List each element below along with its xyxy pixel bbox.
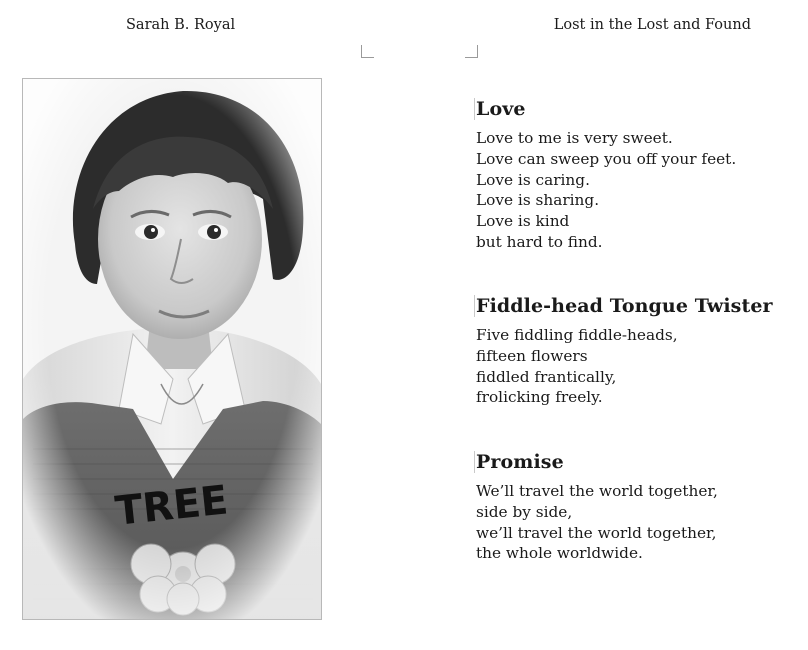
crop-mark-left xyxy=(361,45,374,58)
poem-line: Love is kind xyxy=(476,212,570,231)
poem-line: we’ll travel the world together, xyxy=(476,523,717,542)
poem-line: Love can sweep you off your feet. xyxy=(476,149,737,168)
poem-line: fiddled frantically, xyxy=(476,367,617,386)
running-header-author: Sarah B. Royal xyxy=(126,17,236,33)
poem-line: Love to me is very sweet. xyxy=(476,129,673,147)
poem-title: Fiddle-head Tongue Twister xyxy=(476,295,773,317)
poem-line: Love is caring. xyxy=(476,170,590,189)
poem-line: Love is sharing. xyxy=(476,191,600,210)
child-portrait-photo xyxy=(22,78,322,620)
poem-line: We’ll travel the world together, xyxy=(476,482,718,500)
poem-line: fifteen flowers xyxy=(476,346,588,365)
poem-line: but hard to find. xyxy=(476,232,603,251)
poem-line: Five fiddling fiddle-heads, xyxy=(476,326,678,344)
poem-fiddle-head-tongue-twister xyxy=(476,295,773,408)
poem-love xyxy=(476,98,736,253)
crop-mark-right xyxy=(465,45,478,58)
poem-line: side by side, xyxy=(476,502,573,521)
poem-title: Promise xyxy=(474,451,718,473)
poem-line: the whole worldwide. xyxy=(476,544,643,563)
poem-title: Love xyxy=(474,98,736,120)
running-header-title: Lost in the Lost and Found xyxy=(553,17,751,33)
poem-line: frolicking freely. xyxy=(476,388,603,407)
poem-promise xyxy=(476,451,718,564)
